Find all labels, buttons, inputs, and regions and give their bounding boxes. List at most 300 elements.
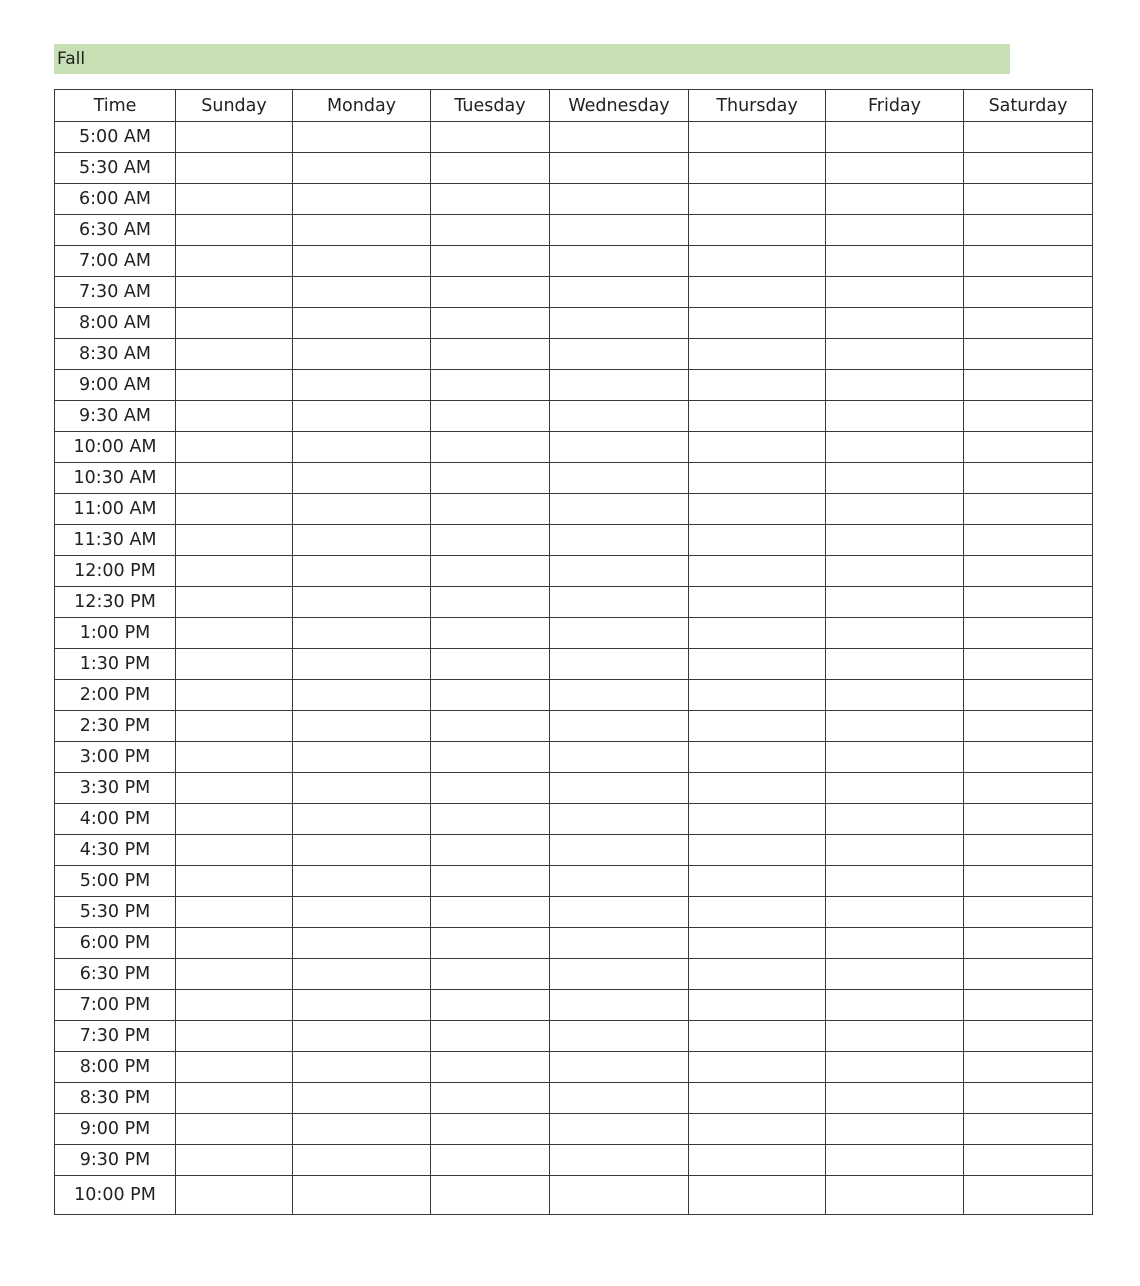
slot-cell-friday[interactable]: [826, 494, 964, 525]
slot-cell-friday[interactable]: [826, 277, 964, 308]
slot-cell-friday[interactable]: [826, 215, 964, 246]
time-slot-row: [55, 432, 1093, 463]
time-label: 7:30 PM: [55, 1021, 176, 1052]
slot-cell-saturday[interactable]: [964, 401, 1093, 432]
slot-cell-saturday[interactable]: [964, 308, 1093, 339]
slot-cell-tuesday[interactable]: [431, 897, 550, 928]
slot-cell-wednesday[interactable]: [550, 1176, 689, 1215]
time-label: 7:00 PM: [55, 990, 176, 1021]
slot-cell-wednesday[interactable]: [550, 928, 689, 959]
slot-cell-friday[interactable]: [826, 618, 964, 649]
slot-cell-wednesday[interactable]: [550, 1114, 689, 1145]
slot-cell-friday[interactable]: [826, 1145, 964, 1176]
slot-cell-tuesday[interactable]: [431, 680, 550, 711]
header-saturday: Saturday: [964, 90, 1093, 122]
slot-cell-monday[interactable]: [293, 494, 431, 525]
slot-cell-tuesday[interactable]: [431, 618, 550, 649]
time-label: 3:30 PM: [55, 773, 176, 804]
slot-cell-friday[interactable]: [826, 122, 964, 153]
time-label: 5:00 AM: [55, 122, 176, 153]
slot-cell-wednesday[interactable]: [550, 1052, 689, 1083]
slot-cell-sunday[interactable]: [176, 711, 293, 742]
slot-cell-sunday[interactable]: [176, 494, 293, 525]
slot-cell-wednesday[interactable]: [550, 432, 689, 463]
slot-cell-monday[interactable]: [293, 804, 431, 835]
slot-cell-sunday[interactable]: [176, 153, 293, 184]
slot-cell-sunday[interactable]: [176, 587, 293, 618]
slot-cell-monday[interactable]: [293, 432, 431, 463]
slot-cell-friday[interactable]: [826, 401, 964, 432]
time-label: 6:30 AM: [55, 215, 176, 246]
slot-cell-wednesday[interactable]: [550, 990, 689, 1021]
slot-cell-monday[interactable]: [293, 649, 431, 680]
slot-cell-saturday[interactable]: [964, 525, 1093, 556]
slot-cell-saturday[interactable]: [964, 432, 1093, 463]
time-slot-row: [55, 122, 1093, 153]
slot-cell-saturday[interactable]: [964, 277, 1093, 308]
slot-cell-wednesday[interactable]: [550, 401, 689, 432]
slot-cell-friday[interactable]: [826, 525, 964, 556]
slot-cell-thursday[interactable]: [689, 153, 826, 184]
slot-cell-saturday[interactable]: [964, 742, 1093, 773]
time-label: 2:30 PM: [55, 711, 176, 742]
slot-cell-sunday[interactable]: [176, 618, 293, 649]
slot-cell-tuesday[interactable]: [431, 556, 550, 587]
slot-cell-monday[interactable]: [293, 339, 431, 370]
slot-cell-friday[interactable]: [826, 866, 964, 897]
slot-cell-saturday[interactable]: [964, 649, 1093, 680]
slot-cell-thursday[interactable]: [689, 308, 826, 339]
slot-cell-thursday[interactable]: [689, 990, 826, 1021]
slot-cell-monday[interactable]: [293, 866, 431, 897]
slot-cell-thursday[interactable]: [689, 804, 826, 835]
slot-cell-sunday[interactable]: [176, 990, 293, 1021]
time-label: 6:00 AM: [55, 184, 176, 215]
slot-cell-tuesday[interactable]: [431, 711, 550, 742]
slot-cell-wednesday[interactable]: [550, 897, 689, 928]
slot-cell-monday[interactable]: [293, 370, 431, 401]
slot-cell-sunday[interactable]: [176, 1052, 293, 1083]
slot-cell-sunday[interactable]: [176, 339, 293, 370]
slot-cell-monday[interactable]: [293, 277, 431, 308]
time-slot-row: [55, 277, 1093, 308]
slot-cell-tuesday[interactable]: [431, 587, 550, 618]
time-label: 1:00 PM: [55, 618, 176, 649]
slot-cell-tuesday[interactable]: [431, 370, 550, 401]
time-label: 10:30 AM: [55, 463, 176, 494]
slot-cell-monday[interactable]: [293, 525, 431, 556]
slot-cell-saturday[interactable]: [964, 711, 1093, 742]
slot-cell-saturday[interactable]: [964, 835, 1093, 866]
slot-cell-sunday[interactable]: [176, 804, 293, 835]
slot-cell-wednesday[interactable]: [550, 122, 689, 153]
slot-cell-saturday[interactable]: [964, 773, 1093, 804]
slot-cell-thursday[interactable]: [689, 215, 826, 246]
slot-cell-wednesday[interactable]: [550, 370, 689, 401]
slot-cell-friday[interactable]: [826, 556, 964, 587]
slot-cell-sunday[interactable]: [176, 866, 293, 897]
slot-cell-wednesday[interactable]: [550, 866, 689, 897]
slot-cell-saturday[interactable]: [964, 556, 1093, 587]
slot-cell-friday[interactable]: [826, 742, 964, 773]
slot-cell-saturday[interactable]: [964, 370, 1093, 401]
slot-cell-tuesday[interactable]: [431, 308, 550, 339]
slot-cell-saturday[interactable]: [964, 339, 1093, 370]
slot-cell-monday[interactable]: [293, 463, 431, 494]
slot-cell-tuesday[interactable]: [431, 804, 550, 835]
time-label: 2:00 PM: [55, 680, 176, 711]
slot-cell-sunday[interactable]: [176, 308, 293, 339]
slot-cell-friday[interactable]: [826, 835, 964, 866]
slot-cell-monday[interactable]: [293, 215, 431, 246]
slot-cell-wednesday[interactable]: [550, 184, 689, 215]
slot-cell-tuesday[interactable]: [431, 1145, 550, 1176]
slot-cell-monday[interactable]: [293, 928, 431, 959]
slot-cell-saturday[interactable]: [964, 1176, 1093, 1215]
slot-cell-sunday[interactable]: [176, 649, 293, 680]
slot-cell-monday[interactable]: [293, 897, 431, 928]
slot-cell-monday[interactable]: [293, 680, 431, 711]
slot-cell-wednesday[interactable]: [550, 742, 689, 773]
time-slot-row: [55, 308, 1093, 339]
slot-cell-sunday[interactable]: [176, 742, 293, 773]
slot-cell-sunday[interactable]: [176, 1021, 293, 1052]
slot-cell-tuesday[interactable]: [431, 1083, 550, 1114]
slot-cell-monday[interactable]: [293, 1145, 431, 1176]
time-slot-row: [55, 1176, 1093, 1215]
slot-cell-wednesday[interactable]: [550, 308, 689, 339]
slot-cell-monday[interactable]: [293, 773, 431, 804]
slot-cell-saturday[interactable]: [964, 246, 1093, 277]
slot-cell-saturday[interactable]: [964, 153, 1093, 184]
slot-cell-thursday[interactable]: [689, 556, 826, 587]
slot-cell-friday[interactable]: [826, 1052, 964, 1083]
time-label: 10:00 AM: [55, 432, 176, 463]
slot-cell-monday[interactable]: [293, 711, 431, 742]
slot-cell-tuesday[interactable]: [431, 463, 550, 494]
time-label: 9:30 PM: [55, 1145, 176, 1176]
time-slot-row: [55, 1021, 1093, 1052]
slot-cell-monday[interactable]: [293, 587, 431, 618]
time-slot-row: [55, 866, 1093, 897]
slot-cell-thursday[interactable]: [689, 587, 826, 618]
slot-cell-monday[interactable]: [293, 122, 431, 153]
time-slot-row: [55, 959, 1093, 990]
slot-cell-saturday[interactable]: [964, 618, 1093, 649]
slot-cell-thursday[interactable]: [689, 122, 826, 153]
slot-cell-saturday[interactable]: [964, 680, 1093, 711]
slot-cell-monday[interactable]: [293, 401, 431, 432]
time-label: 5:30 AM: [55, 153, 176, 184]
slot-cell-thursday[interactable]: [689, 246, 826, 277]
slot-cell-friday[interactable]: [826, 897, 964, 928]
slot-cell-tuesday[interactable]: [431, 339, 550, 370]
time-slot-row: [55, 184, 1093, 215]
slot-cell-sunday[interactable]: [176, 432, 293, 463]
slot-cell-friday[interactable]: [826, 804, 964, 835]
slot-cell-saturday[interactable]: [964, 866, 1093, 897]
slot-cell-tuesday[interactable]: [431, 835, 550, 866]
slot-cell-thursday[interactable]: [689, 339, 826, 370]
slot-cell-friday[interactable]: [826, 773, 964, 804]
slot-cell-sunday[interactable]: [176, 246, 293, 277]
time-slot-row: [55, 401, 1093, 432]
slot-cell-tuesday[interactable]: [431, 184, 550, 215]
time-slot-row: [55, 1114, 1093, 1145]
slot-cell-thursday[interactable]: [689, 277, 826, 308]
time-slot-row: [55, 928, 1093, 959]
slot-cell-thursday[interactable]: [689, 1145, 826, 1176]
slot-cell-sunday[interactable]: [176, 463, 293, 494]
slot-cell-tuesday[interactable]: [431, 990, 550, 1021]
slot-cell-monday[interactable]: [293, 308, 431, 339]
slot-cell-friday[interactable]: [826, 990, 964, 1021]
slot-cell-saturday[interactable]: [964, 804, 1093, 835]
slot-cell-thursday[interactable]: [689, 1083, 826, 1114]
slot-cell-tuesday[interactable]: [431, 1052, 550, 1083]
slot-cell-friday[interactable]: [826, 463, 964, 494]
slot-cell-friday[interactable]: [826, 1083, 964, 1114]
slot-cell-wednesday[interactable]: [550, 773, 689, 804]
slot-cell-thursday[interactable]: [689, 525, 826, 556]
slot-cell-wednesday[interactable]: [550, 215, 689, 246]
slot-cell-wednesday[interactable]: [550, 711, 689, 742]
slot-cell-saturday[interactable]: [964, 1145, 1093, 1176]
slot-cell-tuesday[interactable]: [431, 401, 550, 432]
slot-cell-saturday[interactable]: [964, 122, 1093, 153]
slot-cell-sunday[interactable]: [176, 401, 293, 432]
slot-cell-wednesday[interactable]: [550, 1083, 689, 1114]
time-label: 12:30 PM: [55, 587, 176, 618]
time-slot-row: [55, 649, 1093, 680]
slot-cell-saturday[interactable]: [964, 215, 1093, 246]
time-slot-row: [55, 680, 1093, 711]
time-label: 6:30 PM: [55, 959, 176, 990]
slot-cell-monday[interactable]: [293, 1083, 431, 1114]
slot-cell-friday[interactable]: [826, 432, 964, 463]
slot-cell-thursday[interactable]: [689, 1114, 826, 1145]
slot-cell-thursday[interactable]: [689, 649, 826, 680]
slot-cell-tuesday[interactable]: [431, 928, 550, 959]
slot-cell-tuesday[interactable]: [431, 153, 550, 184]
slot-cell-tuesday[interactable]: [431, 122, 550, 153]
slot-cell-monday[interactable]: [293, 959, 431, 990]
slot-cell-sunday[interactable]: [176, 1145, 293, 1176]
slot-cell-wednesday[interactable]: [550, 556, 689, 587]
slot-cell-friday[interactable]: [826, 339, 964, 370]
slot-cell-monday[interactable]: [293, 246, 431, 277]
slot-cell-thursday[interactable]: [689, 401, 826, 432]
slot-cell-thursday[interactable]: [689, 1021, 826, 1052]
slot-cell-monday[interactable]: [293, 990, 431, 1021]
slot-cell-friday[interactable]: [826, 370, 964, 401]
slot-cell-monday[interactable]: [293, 184, 431, 215]
slot-cell-wednesday[interactable]: [550, 463, 689, 494]
slot-cell-wednesday[interactable]: [550, 1021, 689, 1052]
slot-cell-monday[interactable]: [293, 835, 431, 866]
slot-cell-sunday[interactable]: [176, 680, 293, 711]
slot-cell-monday[interactable]: [293, 742, 431, 773]
slot-cell-sunday[interactable]: [176, 1083, 293, 1114]
slot-cell-friday[interactable]: [826, 1114, 964, 1145]
slot-cell-wednesday[interactable]: [550, 587, 689, 618]
slot-cell-saturday[interactable]: [964, 463, 1093, 494]
slot-cell-thursday[interactable]: [689, 835, 826, 866]
slot-cell-saturday[interactable]: [964, 959, 1093, 990]
slot-cell-monday[interactable]: [293, 1052, 431, 1083]
slot-cell-sunday[interactable]: [176, 215, 293, 246]
slot-cell-saturday[interactable]: [964, 1083, 1093, 1114]
slot-cell-monday[interactable]: [293, 1114, 431, 1145]
header-monday: Monday: [293, 90, 431, 122]
slot-cell-friday[interactable]: [826, 711, 964, 742]
slot-cell-friday[interactable]: [826, 649, 964, 680]
slot-cell-thursday[interactable]: [689, 463, 826, 494]
slot-cell-sunday[interactable]: [176, 277, 293, 308]
slot-cell-tuesday[interactable]: [431, 215, 550, 246]
slot-cell-tuesday[interactable]: [431, 742, 550, 773]
slot-cell-tuesday[interactable]: [431, 773, 550, 804]
weekly-schedule-table: [54, 89, 1093, 1215]
slot-cell-thursday[interactable]: [689, 494, 826, 525]
slot-cell-wednesday[interactable]: [550, 649, 689, 680]
slot-cell-wednesday[interactable]: [550, 680, 689, 711]
time-label: 4:00 PM: [55, 804, 176, 835]
slot-cell-thursday[interactable]: [689, 773, 826, 804]
slot-cell-tuesday[interactable]: [431, 1114, 550, 1145]
slot-cell-wednesday[interactable]: [550, 494, 689, 525]
slot-cell-saturday[interactable]: [964, 184, 1093, 215]
slot-cell-tuesday[interactable]: [431, 277, 550, 308]
slot-cell-tuesday[interactable]: [431, 246, 550, 277]
slot-cell-sunday[interactable]: [176, 1114, 293, 1145]
slot-cell-thursday[interactable]: [689, 959, 826, 990]
time-slot-row: [55, 370, 1093, 401]
time-slot-row: [55, 463, 1093, 494]
slot-cell-saturday[interactable]: [964, 1114, 1093, 1145]
slot-cell-friday[interactable]: [826, 308, 964, 339]
slot-cell-wednesday[interactable]: [550, 835, 689, 866]
time-slot-row: [55, 494, 1093, 525]
slot-cell-saturday[interactable]: [964, 494, 1093, 525]
slot-cell-monday[interactable]: [293, 1176, 431, 1215]
slot-cell-friday[interactable]: [826, 1176, 964, 1215]
slot-cell-saturday[interactable]: [964, 587, 1093, 618]
time-label: 7:30 AM: [55, 277, 176, 308]
header-sunday: Sunday: [176, 90, 293, 122]
time-slot-row: [55, 1052, 1093, 1083]
slot-cell-wednesday[interactable]: [550, 525, 689, 556]
slot-cell-friday[interactable]: [826, 184, 964, 215]
slot-cell-saturday[interactable]: [964, 1021, 1093, 1052]
slot-cell-friday[interactable]: [826, 928, 964, 959]
slot-cell-wednesday[interactable]: [550, 153, 689, 184]
slot-cell-sunday[interactable]: [176, 184, 293, 215]
schedule-body: [55, 122, 1093, 1215]
slot-cell-sunday[interactable]: [176, 773, 293, 804]
slot-cell-saturday[interactable]: [964, 990, 1093, 1021]
header-row: [55, 90, 1093, 122]
time-slot-row: [55, 1083, 1093, 1114]
slot-cell-friday[interactable]: [826, 1021, 964, 1052]
time-label: 9:00 PM: [55, 1114, 176, 1145]
slot-cell-friday[interactable]: [826, 959, 964, 990]
slot-cell-monday[interactable]: [293, 556, 431, 587]
slot-cell-thursday[interactable]: [689, 866, 826, 897]
slot-cell-thursday[interactable]: [689, 370, 826, 401]
slot-cell-sunday[interactable]: [176, 897, 293, 928]
slot-cell-sunday[interactable]: [176, 928, 293, 959]
time-slot-row: [55, 773, 1093, 804]
slot-cell-thursday[interactable]: [689, 680, 826, 711]
slot-cell-sunday[interactable]: [176, 556, 293, 587]
slot-cell-saturday[interactable]: [964, 1052, 1093, 1083]
slot-cell-sunday[interactable]: [176, 959, 293, 990]
slot-cell-sunday[interactable]: [176, 370, 293, 401]
slot-cell-wednesday[interactable]: [550, 246, 689, 277]
slot-cell-thursday[interactable]: [689, 711, 826, 742]
slot-cell-monday[interactable]: [293, 1021, 431, 1052]
slot-cell-wednesday[interactable]: [550, 1145, 689, 1176]
slot-cell-tuesday[interactable]: [431, 494, 550, 525]
slot-cell-wednesday[interactable]: [550, 804, 689, 835]
header-wednesday: Wednesday: [550, 90, 689, 122]
slot-cell-tuesday[interactable]: [431, 649, 550, 680]
slot-cell-thursday[interactable]: [689, 897, 826, 928]
time-label: 11:30 AM: [55, 525, 176, 556]
slot-cell-tuesday[interactable]: [431, 525, 550, 556]
slot-cell-sunday[interactable]: [176, 1176, 293, 1215]
time-slot-row: [55, 990, 1093, 1021]
time-slot-row: [55, 618, 1093, 649]
slot-cell-friday[interactable]: [826, 587, 964, 618]
slot-cell-friday[interactable]: [826, 153, 964, 184]
slot-cell-sunday[interactable]: [176, 835, 293, 866]
slot-cell-tuesday[interactable]: [431, 1021, 550, 1052]
slot-cell-thursday[interactable]: [689, 1176, 826, 1215]
slot-cell-friday[interactable]: [826, 680, 964, 711]
slot-cell-wednesday[interactable]: [550, 277, 689, 308]
slot-cell-saturday[interactable]: [964, 928, 1093, 959]
slot-cell-thursday[interactable]: [689, 618, 826, 649]
slot-cell-tuesday[interactable]: [431, 959, 550, 990]
slot-cell-tuesday[interactable]: [431, 432, 550, 463]
slot-cell-thursday[interactable]: [689, 184, 826, 215]
slot-cell-tuesday[interactable]: [431, 1176, 550, 1215]
slot-cell-tuesday[interactable]: [431, 866, 550, 897]
slot-cell-thursday[interactable]: [689, 1052, 826, 1083]
slot-cell-wednesday[interactable]: [550, 339, 689, 370]
slot-cell-wednesday[interactable]: [550, 618, 689, 649]
time-label: 1:30 PM: [55, 649, 176, 680]
slot-cell-sunday[interactable]: [176, 122, 293, 153]
slot-cell-thursday[interactable]: [689, 432, 826, 463]
time-slot-row: [55, 215, 1093, 246]
time-label: 8:30 PM: [55, 1083, 176, 1114]
slot-cell-wednesday[interactable]: [550, 959, 689, 990]
slot-cell-monday[interactable]: [293, 618, 431, 649]
slot-cell-thursday[interactable]: [689, 742, 826, 773]
time-slot-row: [55, 897, 1093, 928]
slot-cell-sunday[interactable]: [176, 525, 293, 556]
header-time: Time: [55, 90, 176, 122]
slot-cell-friday[interactable]: [826, 246, 964, 277]
time-slot-row: [55, 556, 1093, 587]
slot-cell-thursday[interactable]: [689, 928, 826, 959]
time-label: 9:30 AM: [55, 401, 176, 432]
slot-cell-saturday[interactable]: [964, 897, 1093, 928]
slot-cell-monday[interactable]: [293, 153, 431, 184]
